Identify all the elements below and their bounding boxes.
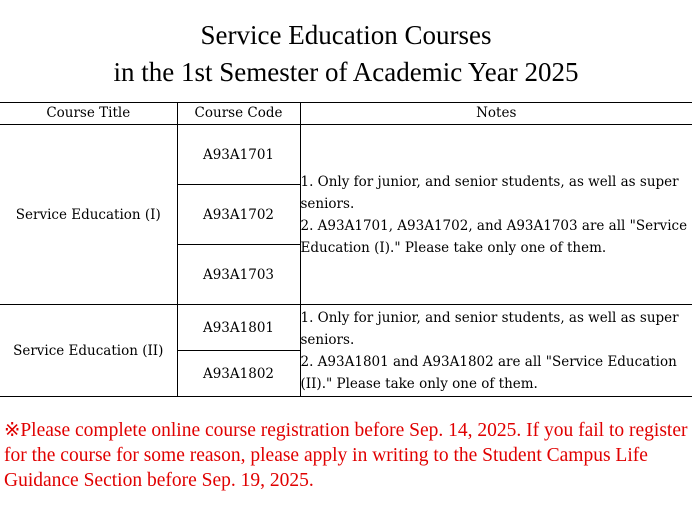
note-line: 2. A93A1801 and A93A1802 are all "Service Education (II)." Please take only one of them. [300, 353, 677, 392]
note-line: 2. A93A1701, A93A1702, and A93A1703 are all "Service Education (I)." Please take only one of them. [300, 217, 688, 256]
course-code-cell: A93A1703 [177, 245, 300, 305]
course-title-cell: Service Education (II) [0, 305, 177, 397]
registration-notice: ※Please complete online course registration before Sep. 14, 2025. If you fail to register for the course for some reason, please apply in writing to the Student Campus Life Guidance Section before Sep. 19, 2025. [4, 420, 688, 491]
course-title-cell: Service Education (I) [0, 125, 177, 305]
header-notes: Notes [300, 103, 692, 125]
course-code-cell: A93A1701 [177, 125, 300, 185]
header-course-title: Course Title [0, 103, 177, 125]
courses-table [0, 102, 692, 397]
notes-cell [300, 305, 692, 397]
table-header-row [0, 103, 692, 125]
table-row [0, 305, 692, 351]
course-code-cell: A93A1702 [177, 185, 300, 245]
page-title-line-2: in the 1st Semester of Academic Year 2025 [113, 57, 579, 87]
notes-cell [300, 125, 692, 305]
note-line: 1. Only for junior, and senior students, as well as super seniors. [300, 309, 679, 348]
page-title [0, 17, 692, 91]
header-course-code: Course Code [177, 103, 300, 125]
note-line: 1. Only for junior, and senior students, as well as super seniors. [300, 173, 679, 212]
course-code-cell: A93A1801 [177, 305, 300, 351]
course-code-cell: A93A1802 [177, 351, 300, 397]
table-row [0, 125, 692, 185]
page-title-line-1: Service Education Courses [200, 20, 492, 50]
